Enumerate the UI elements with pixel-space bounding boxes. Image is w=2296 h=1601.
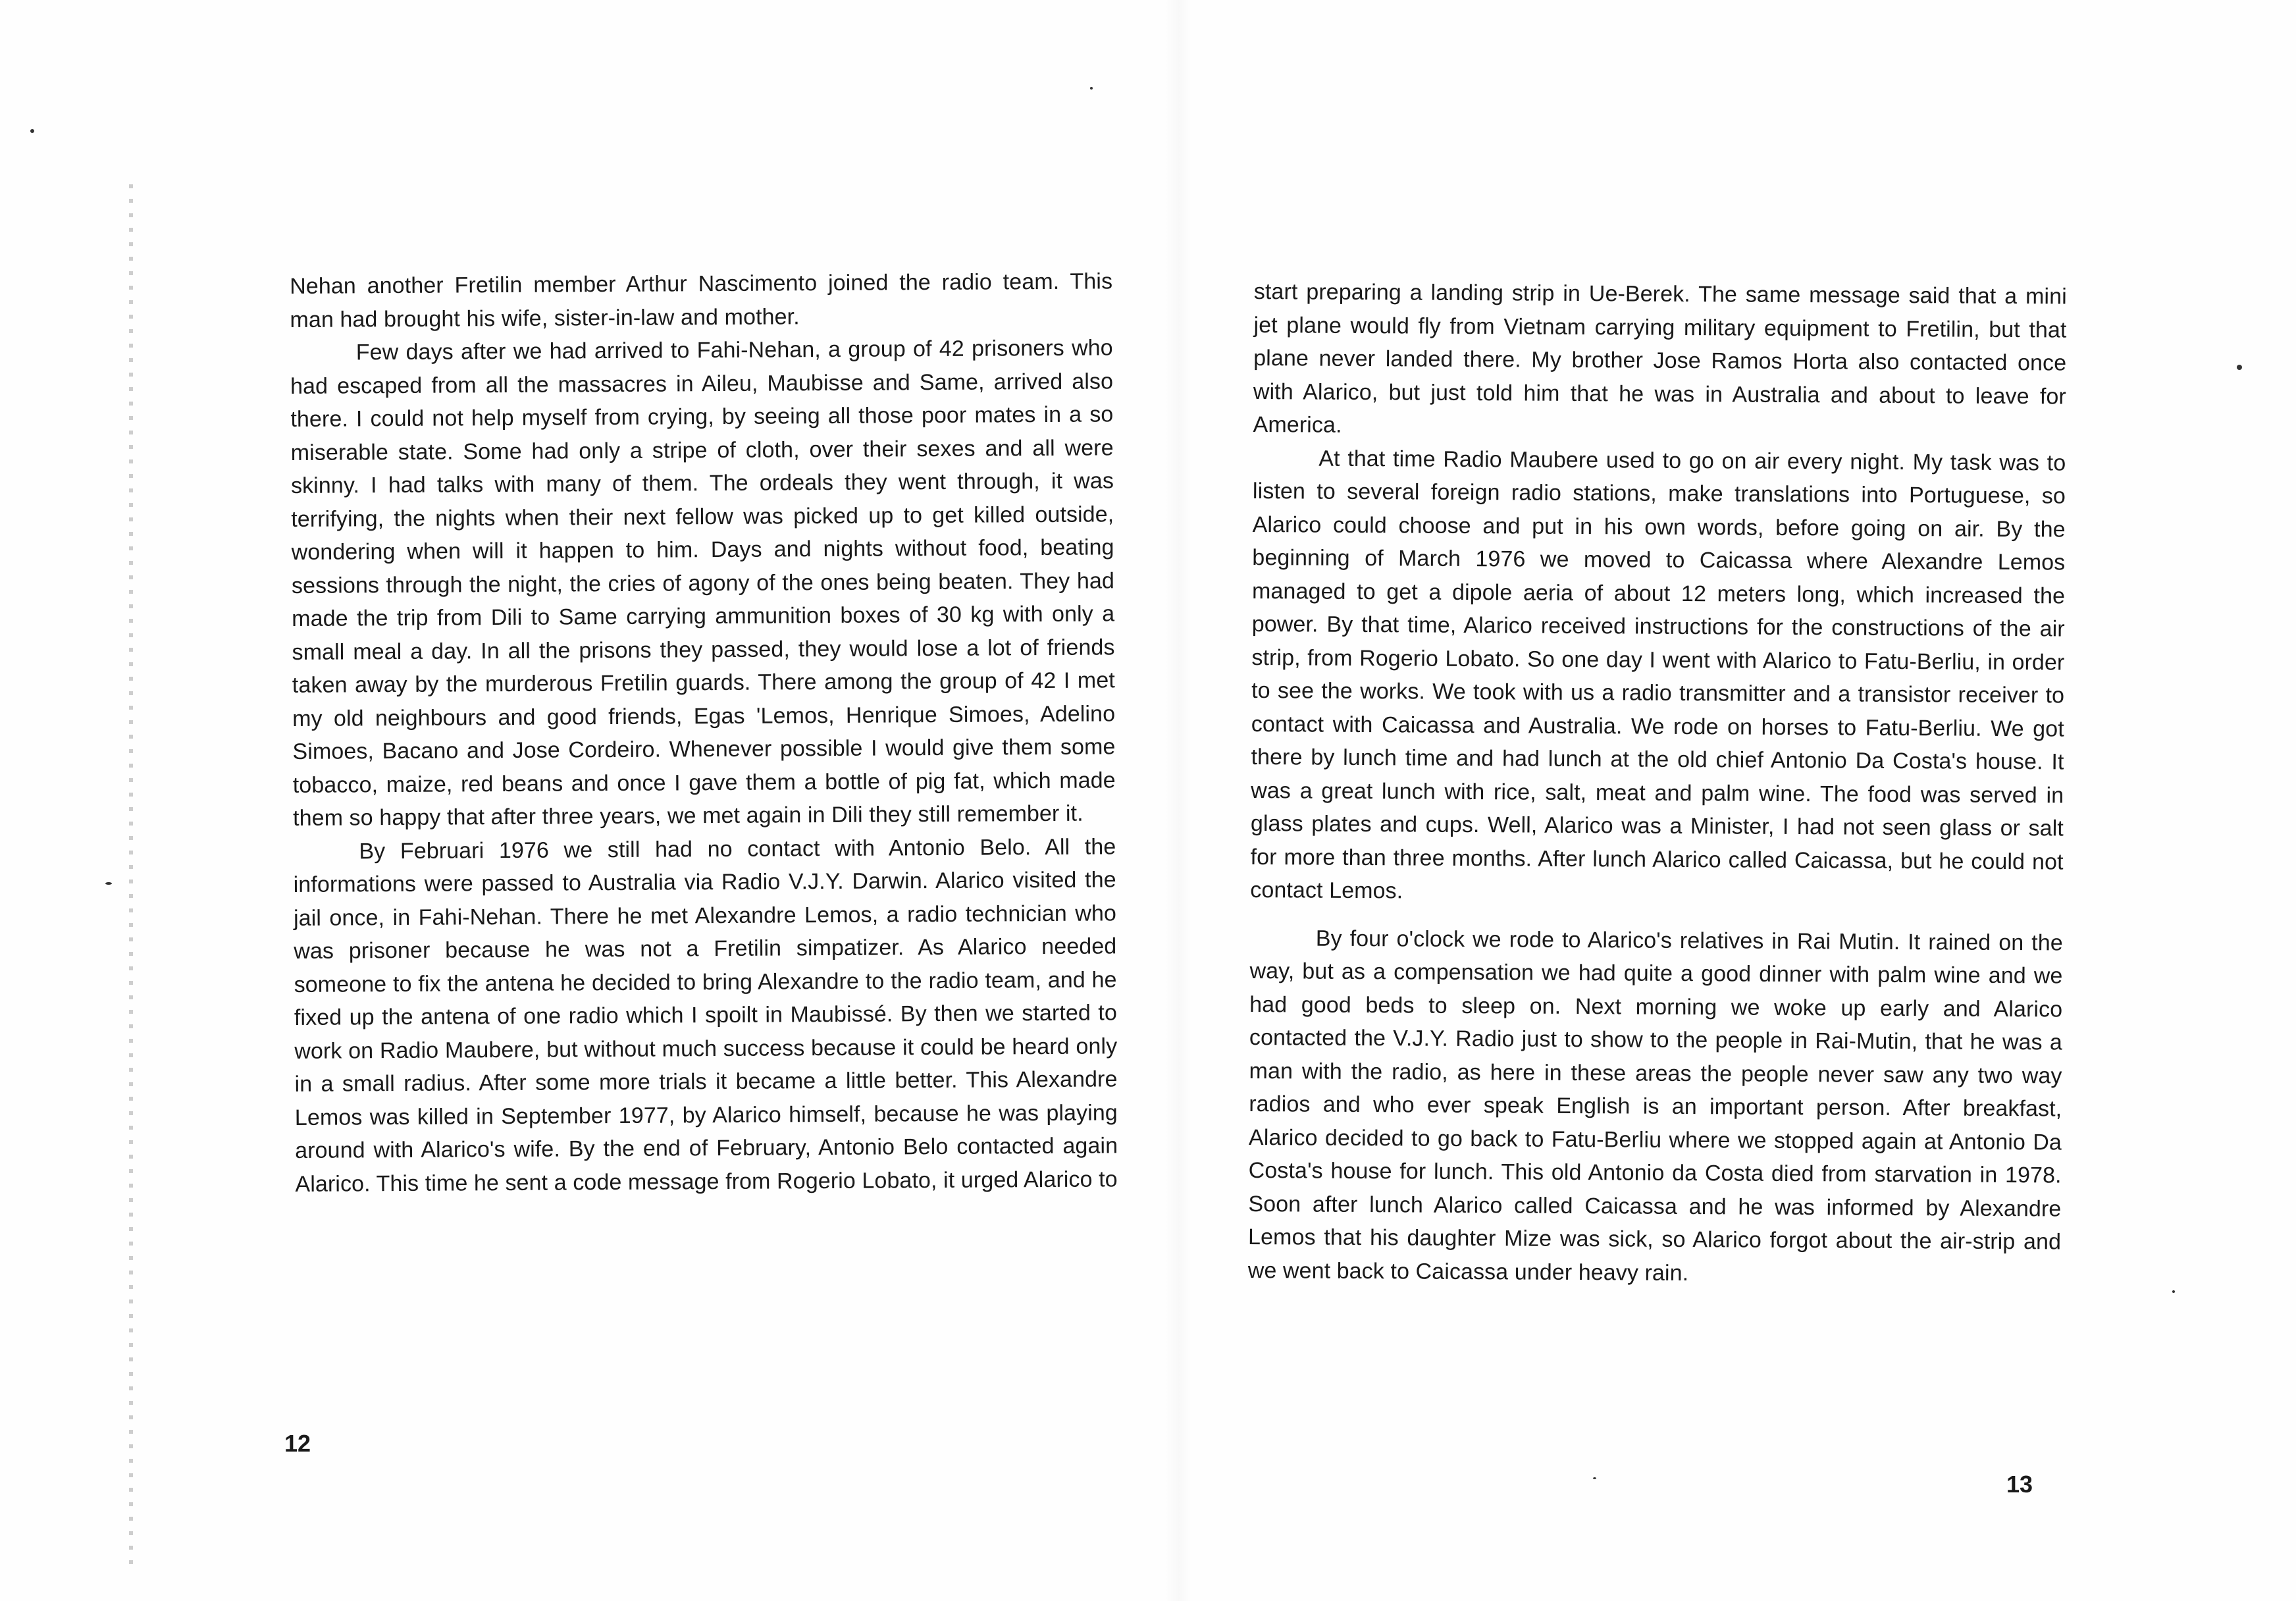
- right-paragraph-3: By four o'clock we rode to Alarico's relatives in Rai Mutin. It rained on the way, but as a compensation we had quite a good dinner with palm wine and we had good beds to sleep on. Next morning we woke up early and Alarico contacted the V.J.Y. Radio just to show to the people in Rai-Mutin, that he was a man with the radio, as here in these areas the people never saw any two way radios and who ever speak English is an important person. After breakfast, Alarico decided to go back to Fatu-Berliu where we stopped again at Antonio Da Costa's house for lunch. This old Antonio da Costa died from starvation in 1978. Soon after lunch Alarico called Caicassa and he was informed by Alexandre Lemos that his daughter Mize was sick, so Alarico forgot about the air-strip and we went back to Caicassa under heavy rain.: [1247, 926, 2063, 1286]
- left-paragraph-2: Few days after we had arrived to Fahi-Nehan, a group of 42 prisoners who had escaped from all the massacres in Aileu, Maubisse and Same, arrived also there. I could not help myself from crying, by seeing all those poor mates in a so miserable state. Some had only a stripe of cloth, over their sexes and all were skinny. I had talks with many of them. The ordeals they went through, it was terrifying, the nights when their next fellow was picked up to get killed outside, wondering when will it happen to him. Days and nights without food, beating sessions through the night, the cries of agony of the ones being beaten. They had made the trip from Dili to Same carrying ammunition boxes of 30 kg with only a small meal a day. In all the prisons they passed, they would lose a lot of friends taken away by the murderous Fretilin guards. There among the group of 42 I met my old neighbours and good friends, Egas 'Lemos, Henrique Simoes, Adelino Simoes, Bacano and Jose Cordeiro. Whenever possible I would give them some tobacco, maize, red beans and once I gave them a bottle of pig fat, which made them so happy that after three years, we met again in Dili they still remember it.: [290, 335, 1116, 831]
- scan-speck: [105, 882, 112, 885]
- right-paragraph-2: At that time Radio Maubere used to go on air every night. My task was to listen to several foreign radio stations, make translations into Portuguese, so Alarico could choose and put in his own words, before going on air. By the beginning of March 1976 we moved to Caicassa where Alexandre Lemos managed to get a dipole aeria of about 12 meters long, which increased the power. By that time, Alarico received instructions for the constructions of the air strip, from Rogerio Lobato. So one day I went with Alarico to Fatu-Berliu, in order to see the works. We took with us a radio transmitter and a transistor receiver to contact with Caicassa and Australia. We rode on horses to Fatu-Berliu. We got there by lunch time and had lunch at the old chief Antonio Da Costa's house. It was a great lunch with rice, salt, meat and palm wine. The food was served in glass plates and cups. Well, Alarico was a Minister, I had not seen glass or salt for more than three months. After lunch Alarico called Caicassa, but he could not contact Lemos.: [1250, 446, 2066, 904]
- right-page: [1248, 275, 2067, 1292]
- scan-speck: [1090, 87, 1093, 90]
- left-paragraph-3: By Februari 1976 we still had no contact with Antonio Belo. All the informations were passed to Australia via Radio V.J.Y. Darwin. Alarico visited the jail once, in Fahi-Nehan. There he met Alexandre Lemos, a radio technician who was prisoner because he was not a Fretilin simpatizer. As Alarico needed someone to fix the antena he decided to bring Alexandre to the radio team, and he fixed up the antena of one radio which I spoilt in Maubissé. By then we started to work on Radio Maubere, but without much success because it could be heard only in a small radius. After some more trials it became a little better. This Alexandre Lemos was killed in September 1977, by Alarico himself, because he was playing around with Alarico's wife. By the end of February, Antonio Belo contacted again Alarico. This time he sent a code message from Rogerio Lobato, it urged Alarico to: [293, 833, 1118, 1197]
- binding-edge: [129, 184, 133, 1567]
- page-number-right: 13: [2006, 1471, 2033, 1498]
- scan-speck: [1593, 1477, 1596, 1479]
- right-paragraph-1: start preparing a landing strip in Ue-Berek. The same message said that a mini jet plane would fly from Vietnam carrying military equipment to Fretilin, but that plane never landed there. My brother Jose Ramos Horta also contacted once with Alarico, but just told him that he was in Australia and about to leave for America.: [1253, 278, 2067, 438]
- scan-speck: [2172, 1290, 2175, 1293]
- scan-speck: [30, 129, 34, 133]
- left-paragraph-1: Nehan another Fretilin member Arthur Nascimento joined the radio team. This man had brought his wife, sister-in-law and mother.: [290, 269, 1113, 332]
- left-page: [290, 265, 1118, 1201]
- gutter-shadow: [1165, 0, 1191, 1601]
- scan-speck: [2237, 365, 2242, 370]
- page-number-left: 12: [284, 1430, 311, 1457]
